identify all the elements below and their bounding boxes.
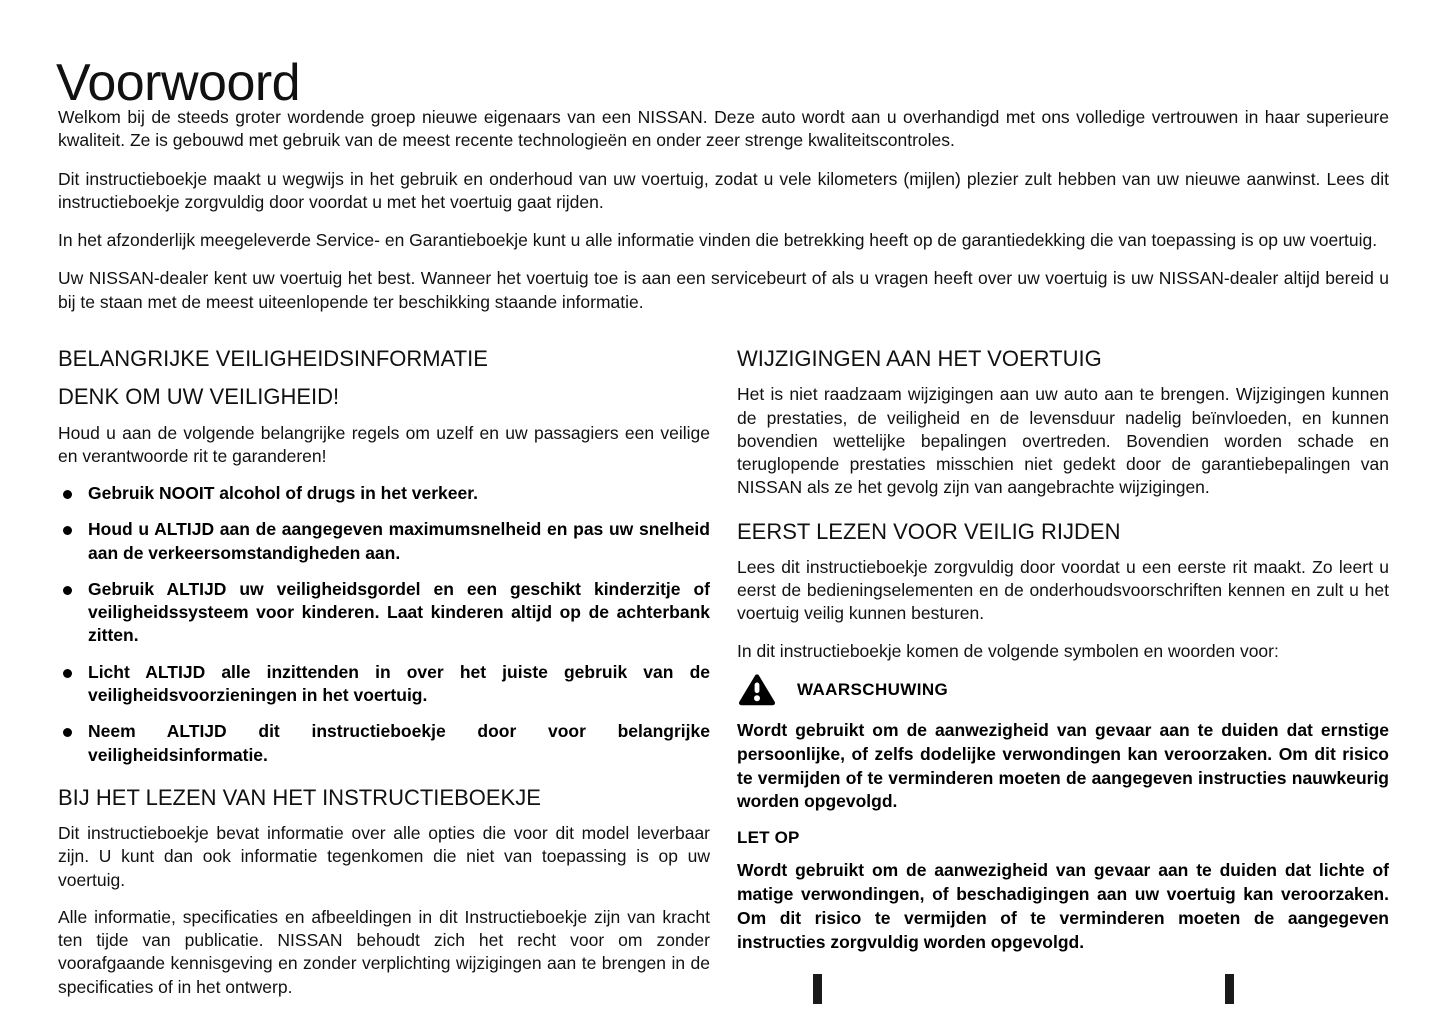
heading-bij-het-lezen: BIJ HET LEZEN VAN HET INSTRUCTIEBOEKJE bbox=[58, 784, 541, 810]
intro-paragraph-4: Uw NISSAN-dealer kent uw voertuig het best. Wanneer het voertuig toe is aan een servicebeurt of als u vragen heeft over uw voertuig is uw NISSAN-dealer altijd bereid u bij te staan met de meest uiteenlopende ter beschikking staande informatie. bbox=[58, 268, 1389, 312]
list-item-text: Licht ALTIJD alle inzittenden in over het juiste gebruik van de veiligheidsvoorzieningen in het voertuig. bbox=[88, 661, 710, 705]
list-item-text: Neem ALTIJD dit instructieboekje door voor belangrijke veiligheidsinformatie. bbox=[88, 721, 710, 765]
list-item bbox=[58, 482, 710, 505]
bullet-dot-icon bbox=[63, 669, 72, 678]
left-column bbox=[58, 346, 710, 1013]
intro-paragraph-1: Welkom bij de steeds groter wordende groep nieuwe eigenaars van een NISSAN. Deze auto wordt aan u overhandigd met ons volledige vertrouwen in haar superieure kwaliteit. Ze is gebouwd met gebruik van de meest recente technologieën en onder zeer strenge kwaliteitscontroles. bbox=[58, 107, 1389, 151]
list-item bbox=[58, 578, 710, 648]
reading-paragraph-1: Dit instructieboekje bevat informatie over alle opties die voor dit model leverbaar zijn. U kunt dan ook informatie tegenkomen die niet van toepassing is op uw voertuig. bbox=[58, 823, 710, 890]
list-item bbox=[58, 518, 710, 565]
warning-body-text: Wordt gebruikt om de aanwezigheid van gevaar aan te duiden dat ernstige persoonlijke, of zelfs dodelijke verwondingen kan veroorzaken. Om dit risico te vermijden of te verminderen moeten de aangegeven instructies nauwkeurig worden opgevolgd. bbox=[737, 719, 1389, 812]
heading-wijzigingen-aan-het-voertuig: WIJZIGINGEN AAN HET VOERTUIG bbox=[737, 346, 1102, 371]
heading-belangrijke-veiligheidsinformatie: BELANGRIJKE VEILIGHEIDSINFORMATIE bbox=[58, 346, 488, 371]
read-first-paragraph: Lees dit instructieboekje zorgvuldig door voordat u een eerste rit maakt. Zo leert u eerst de bedieningselementen en de onderhoudsvoorschriften kennen en zult u het voertuig veilig kunnen besturen. bbox=[737, 556, 1389, 624]
reading-paragraph-2: Alle informatie, specificaties en afbeeldingen in dit Instructieboekje zijn van kracht ten tijde van publicatie. NISSAN behoudt zich het recht voor om zonder voorafgaande kennisgeving en zonder verplichting wijzigingen aan te brengen in de specificaties of in het ontwerp. bbox=[58, 906, 710, 997]
intro-paragraph-2: Dit instructieboekje maakt u wegwijs in het gebruik en onderhoud van uw voertuig, zodat u vele kilometers (mijlen) plezier zult hebben van uw nieuwe aanwinst. Lees dit instructieboekje zorgvuldig door voordat u met het voertuig gaat rijden. bbox=[58, 168, 1389, 212]
caution-body-text: Wordt gebruikt om de aanwezigheid van gevaar aan te duiden dat lichte of matige verwondingen, of beschadigingen aan uw voertuig kan veroorzaken. Om dit risico te vermijden of te verminderen moeten de aangegeven instructies zorgvuldig worden opgevolgd. bbox=[737, 860, 1389, 952]
registration-mark-right bbox=[1225, 974, 1234, 1004]
page-title: Voorwoord bbox=[56, 53, 301, 112]
modifications-paragraph: Het is niet raadzaam wijzigingen aan uw auto aan te brengen. Wijzigingen kunnen de prestaties, de veiligheid en de levensduur nadelig beïnvloeden, en kunnen bovendien wettelijke bepalingen overtreden. Bovendien worden schade en teruglopende prestaties misschien niet gedekt door de garantiebepalingen van NISSAN als ze het gevolg zijn van aangebrachte wijzigingen. bbox=[737, 384, 1389, 498]
warning-label: WAARSCHUWING bbox=[797, 679, 949, 699]
intro-paragraph-3: In het afzonderlijk meegeleverde Service- en Garantieboekje kunt u alle informatie vinden die betrekking heeft op de garantiedekking die van toepassing is op uw voertuig. bbox=[58, 230, 1378, 251]
intro-section bbox=[58, 106, 1389, 314]
list-item-text: Houd u ALTIJD aan de aangegeven maximumsnelheid en pas uw snelheid aan de verkeersomstandigheden aan. bbox=[88, 519, 710, 563]
heading-eerst-lezen-voor-veilig-rijden: EERST LEZEN VOOR VEILIG RIJDEN bbox=[737, 518, 1121, 544]
symbols-intro-paragraph: In dit instructieboekje komen de volgende symbolen en woorden voor: bbox=[737, 640, 1279, 661]
warning-triangle-icon bbox=[737, 673, 777, 707]
bullet-dot-icon bbox=[63, 490, 72, 499]
safety-rules-list bbox=[58, 482, 710, 767]
bullet-dot-icon bbox=[63, 586, 72, 595]
safety-intro-paragraph: Houd u aan de volgende belangrijke regels om uzelf en uw passagiers een veilige en verantwoorde rit te garanderen! bbox=[58, 422, 710, 466]
bullet-dot-icon bbox=[63, 728, 72, 737]
list-item-text: Gebruik NOOIT alcohol of drugs in het verkeer. bbox=[88, 483, 478, 504]
warning-header bbox=[737, 673, 1389, 707]
heading-denk-om-uw-veiligheid: DENK OM UW VEILIGHEID! bbox=[58, 384, 340, 410]
two-column-body bbox=[58, 346, 1389, 997]
caution-label: LET OP bbox=[737, 828, 800, 848]
right-column bbox=[737, 346, 1389, 968]
bullet-dot-icon bbox=[63, 526, 72, 535]
list-item bbox=[58, 661, 710, 708]
list-item bbox=[58, 720, 710, 767]
registration-mark-left bbox=[813, 974, 822, 1004]
list-item-text: Gebruik ALTIJD uw veiligheidsgordel en een geschikt kinderzitje of veiligheidssysteem voor kinderen. Laat kinderen altijd op de achterbank zitten. bbox=[88, 578, 710, 646]
